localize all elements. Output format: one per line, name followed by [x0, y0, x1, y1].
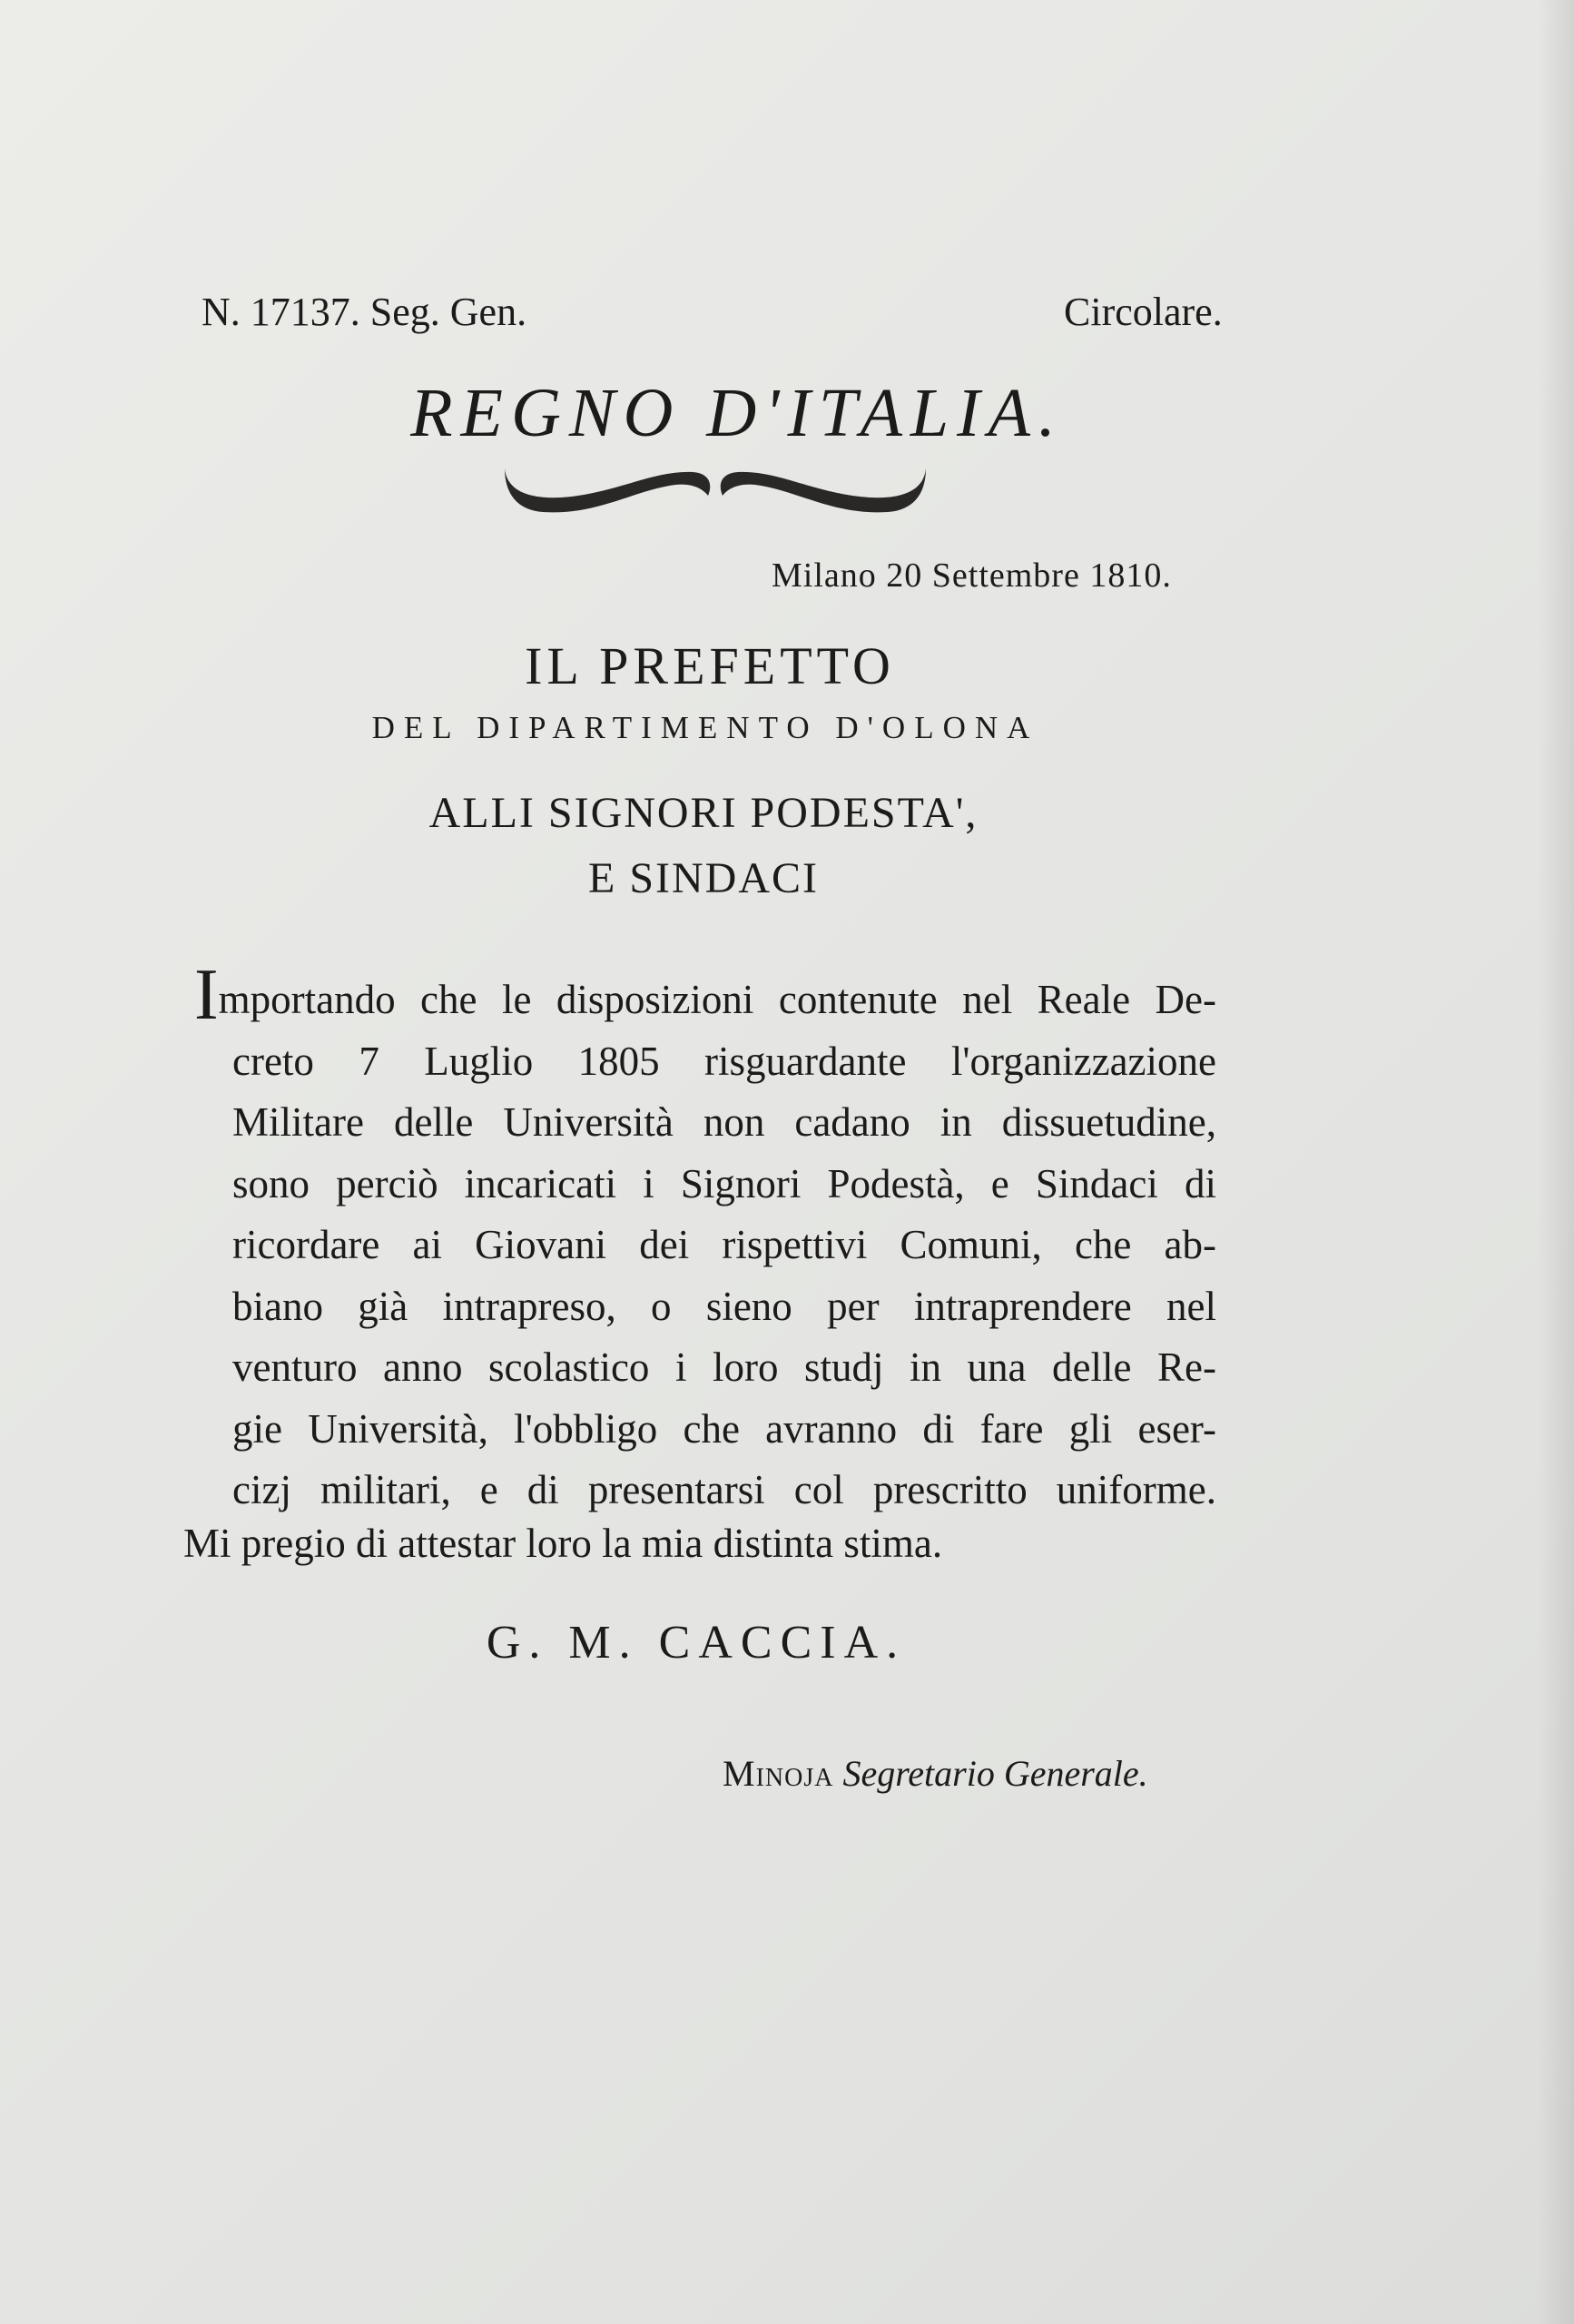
issuer-department: DEL DIPARTIMENTO D'OLONA — [371, 710, 1039, 745]
reference-number: N. 17137. Seg. Gen. — [202, 290, 527, 334]
body-line-text: mportando che le disposizioni contenute nel Reale De- — [218, 977, 1216, 1022]
flourish-ornament — [497, 452, 933, 527]
body-line: Militare delle Università non cadano in dissuetudine, — [232, 1099, 1216, 1145]
body-line: cizj militari, e di presentarsi col prescritto uniforme. — [232, 1467, 1216, 1512]
secretary-name: Minoja — [723, 1753, 834, 1794]
page-edge-shadow — [1538, 0, 1574, 2324]
secretary-role: Segretario Generale. — [842, 1753, 1148, 1794]
issuer-title: IL PREFETTO — [525, 636, 895, 695]
body-line — [194, 955, 1216, 1035]
body-line: biano già intrapreso, o sieno per intraprendere nel — [232, 1283, 1216, 1329]
kingdom-title: REGNO D'ITALIA. — [410, 375, 1064, 451]
body-paragraph — [194, 955, 1216, 1521]
date-line: Milano 20 Settembre 1810. — [772, 556, 1172, 595]
closing-line: Mi pregio di attestar loro la mia distinta stima. — [183, 1521, 943, 1566]
drop-cap: I — [194, 955, 219, 1035]
addressee-line-2: E SINDACI — [588, 854, 819, 902]
secretary-line — [723, 1752, 1148, 1795]
body-line: venturo anno scolastico i loro studj in una delle Re- — [232, 1344, 1216, 1390]
body-line: sono perciò incaricati i Signori Podestà, e Sindaci di — [232, 1160, 1216, 1206]
addressee-line-1: ALLI SIGNORI PODESTA', — [428, 789, 979, 837]
body-line: ricordare ai Giovani dei rispettivi Comuni, che ab- — [232, 1222, 1216, 1267]
body-line: gie Università, l'obbligo che avranno di fare gli eser- — [232, 1405, 1216, 1452]
circular-label: Circolare. — [1064, 290, 1223, 334]
body-line: creto 7 Luglio 1805 risguardante l'organizzazione — [232, 1038, 1216, 1084]
signature: G. M. CACCIA. — [486, 1617, 907, 1669]
